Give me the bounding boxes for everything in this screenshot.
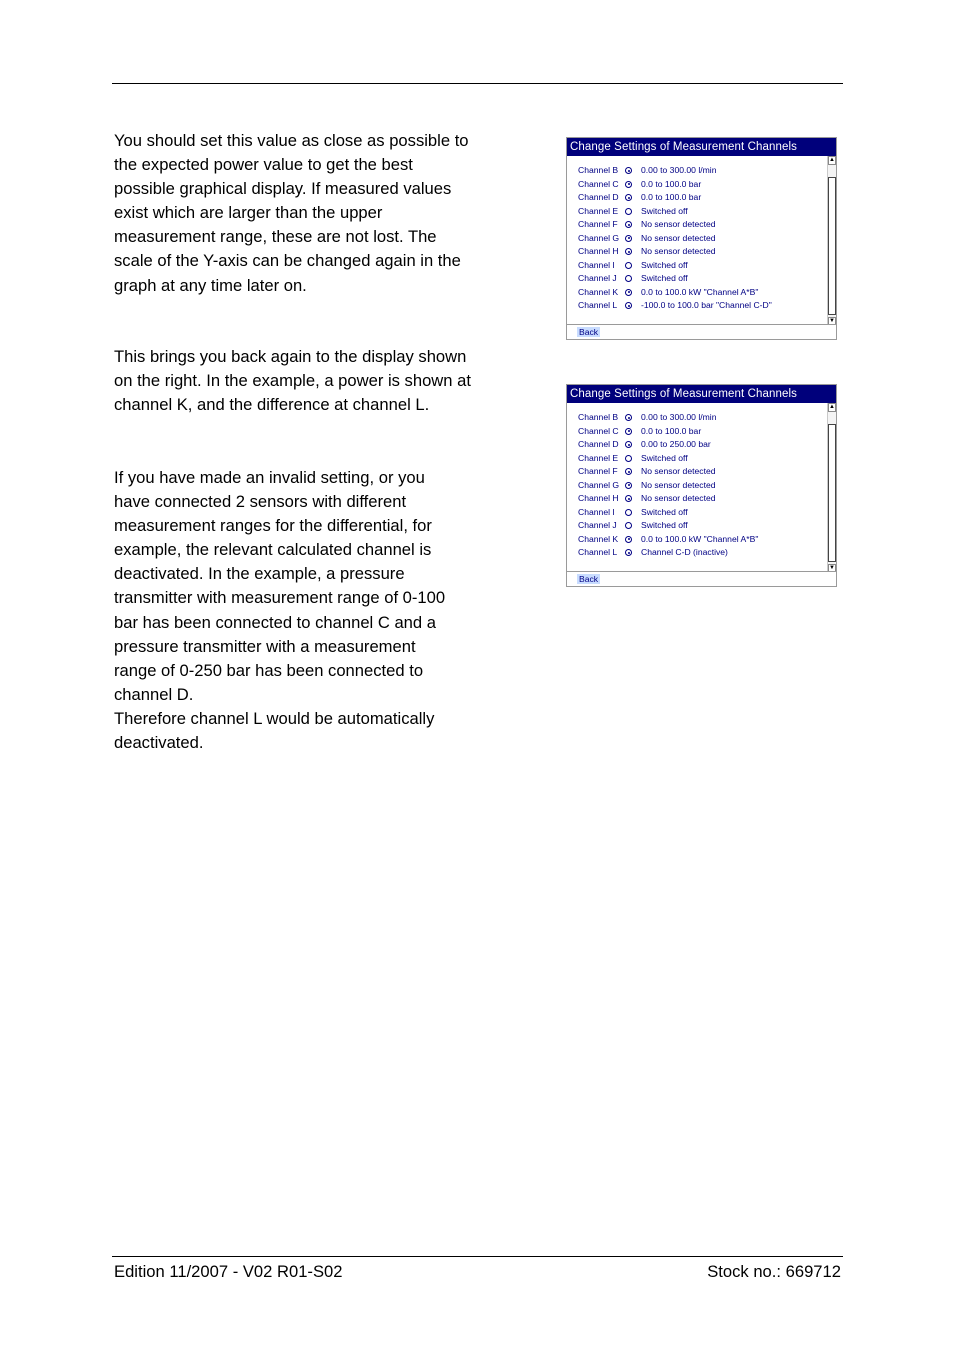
- vertical-scrollbar[interactable]: [827, 156, 836, 326]
- channel-radio-icon[interactable]: [625, 167, 632, 174]
- text-line: deactivated.: [114, 733, 204, 753]
- channel-value: 0.0 to 100.0 bar: [641, 192, 702, 202]
- channel-value: 0.00 to 250.00 bar: [641, 439, 711, 449]
- channel-radio-icon[interactable]: [625, 482, 632, 489]
- channel-value: 0.00 to 300.00 l/min: [641, 412, 717, 422]
- channel-radio-icon[interactable]: [625, 522, 632, 529]
- text-line: If you have made an invalid setting, or you: [114, 468, 425, 487]
- back-button[interactable]: Back: [579, 574, 599, 584]
- channel-label: Channel D: [578, 192, 619, 202]
- channel-value: Switched off: [641, 259, 688, 270]
- panel-title: Change Settings of Measurement Channels: [567, 385, 836, 403]
- paragraph-invalid-setting: [114, 466, 474, 755]
- panel-footer: [567, 571, 836, 586]
- channel-value: 0.0 to 100.0 bar: [641, 178, 702, 189]
- text-line: range of 0-250 bar has been connected to: [114, 660, 424, 680]
- text-line: transmitter with measurement range of 0-100: [114, 588, 446, 608]
- channel-value: Switched off: [641, 506, 688, 517]
- text-line: example, the relevant calculated channel is: [114, 540, 432, 560]
- channel-label: Channel G: [578, 479, 620, 490]
- scroll-down-arrow-icon[interactable]: ▼: [829, 565, 835, 571]
- stock-number: Stock no.: 669712: [707, 1262, 841, 1281]
- channel-value: Switched off: [641, 205, 688, 216]
- channel-radio-icon[interactable]: [625, 414, 632, 421]
- scroll-down-arrow-icon[interactable]: ▼: [829, 318, 835, 324]
- channel-radio-icon[interactable]: [625, 208, 632, 215]
- channel-value: No sensor detected: [641, 246, 716, 256]
- text-line: Therefore channel L would be automatically: [114, 708, 435, 728]
- channel-radio-icon[interactable]: [625, 495, 632, 502]
- channel-radio-icon[interactable]: [625, 275, 632, 282]
- channel-value: Channel C-D (inactive): [641, 547, 728, 557]
- channel-value: No sensor detected: [641, 219, 716, 229]
- vertical-scrollbar[interactable]: [827, 403, 836, 573]
- back-button[interactable]: Back: [579, 327, 599, 337]
- channel-radio-icon[interactable]: [625, 194, 632, 201]
- channel-value: Switched off: [641, 520, 688, 530]
- scroll-up-arrow-icon[interactable]: ▲: [829, 404, 835, 410]
- channel-value: No sensor detected: [641, 479, 716, 490]
- channel-label: Channel K: [578, 533, 619, 544]
- channel-radio-icon[interactable]: [625, 221, 632, 228]
- scroll-thumb[interactable]: [828, 177, 836, 315]
- channel-label: Channel J: [578, 520, 617, 530]
- scroll-thumb[interactable]: [828, 424, 836, 562]
- channel-label: Channel H: [578, 246, 619, 256]
- channel-label: Channel E: [578, 205, 619, 216]
- channel-radio-icon[interactable]: [625, 248, 632, 255]
- channel-list: [567, 403, 828, 573]
- channel-label: Channel C: [578, 178, 619, 189]
- channel-label: Channel J: [578, 273, 617, 283]
- channel-value: -100.0 to 100.0 bar "Channel C-D": [641, 300, 772, 310]
- text-line: channel D.: [114, 684, 194, 704]
- channel-label: Channel K: [578, 286, 619, 297]
- channel-label: Channel D: [578, 439, 619, 449]
- channel-radio-icon[interactable]: [625, 536, 632, 543]
- panel-title: Change Settings of Measurement Channels: [567, 138, 836, 156]
- channel-value: No sensor detected: [641, 232, 716, 243]
- channel-label: Channel C: [578, 425, 619, 436]
- channel-label: Channel F: [578, 466, 618, 476]
- channel-radio-icon[interactable]: [625, 289, 632, 296]
- paragraph-y-axis-scale: You should set this value as close as possible to the expected power value to get the best possible graphical display. If measured values exist which are larger than the upper measurement range, these are not lost. The scale of the Y-axis can be changed again in the graph at any time later on.: [114, 131, 469, 295]
- channel-value: No sensor detected: [641, 466, 716, 476]
- channel-label: Channel H: [578, 493, 619, 503]
- channel-value: 0.0 to 100.0 kW "Channel A*B": [641, 286, 759, 297]
- channel-radio-icon[interactable]: [625, 262, 632, 269]
- channel-label: Channel L: [578, 300, 618, 310]
- channel-label: Channel L: [578, 547, 618, 557]
- scroll-up-arrow-icon[interactable]: ▲: [829, 157, 835, 163]
- channel-radio-icon[interactable]: [625, 181, 632, 188]
- channel-label: Channel F: [578, 219, 618, 229]
- text-line: deactivated. In the example, a pressure: [114, 564, 405, 584]
- channel-radio-icon[interactable]: [625, 468, 632, 475]
- text-line: bar has been connected to channel C and a: [114, 612, 436, 632]
- channel-settings-panel-1: [566, 137, 837, 340]
- channel-radio-icon[interactable]: [625, 549, 632, 556]
- channel-value: Switched off: [641, 273, 688, 283]
- channel-value: 0.0 to 100.0 kW "Channel A*B": [641, 533, 759, 544]
- channel-radio-icon[interactable]: [625, 509, 632, 516]
- channel-radio-icon[interactable]: [625, 455, 632, 462]
- footer-rule: [112, 1256, 843, 1257]
- header-rule: [112, 83, 843, 84]
- channel-label: Channel I: [578, 506, 615, 517]
- channel-radio-icon[interactable]: [625, 441, 632, 448]
- paragraph-display-example: This brings you back again to the display shown on the right. In the example, a power is shown at channel K, and the difference at channel L.: [114, 347, 471, 415]
- text-line: have connected 2 sensors with different: [114, 492, 407, 512]
- channel-label: Channel B: [578, 412, 619, 422]
- channel-radio-icon[interactable]: [625, 428, 632, 435]
- edition-label: Edition 11/2007 - V02 R01-S02: [114, 1262, 343, 1281]
- channel-settings-panel-2: [566, 384, 837, 587]
- channel-list: [567, 156, 828, 326]
- channel-value: No sensor detected: [641, 493, 716, 503]
- channel-label: Channel G: [578, 232, 620, 243]
- panel-footer: [567, 324, 836, 339]
- text-line: pressure transmitter with a measurement: [114, 636, 416, 656]
- text-line: measurement ranges for the differential, for: [114, 516, 432, 536]
- channel-label: Channel B: [578, 165, 619, 175]
- channel-radio-icon[interactable]: [625, 302, 632, 309]
- channel-value: 0.00 to 300.00 l/min: [641, 165, 717, 175]
- channel-label: Channel E: [578, 452, 619, 463]
- channel-value: 0.0 to 100.0 bar: [641, 425, 702, 436]
- channel-radio-icon[interactable]: [625, 235, 632, 242]
- channel-value: Switched off: [641, 452, 688, 463]
- channel-label: Channel I: [578, 259, 615, 270]
